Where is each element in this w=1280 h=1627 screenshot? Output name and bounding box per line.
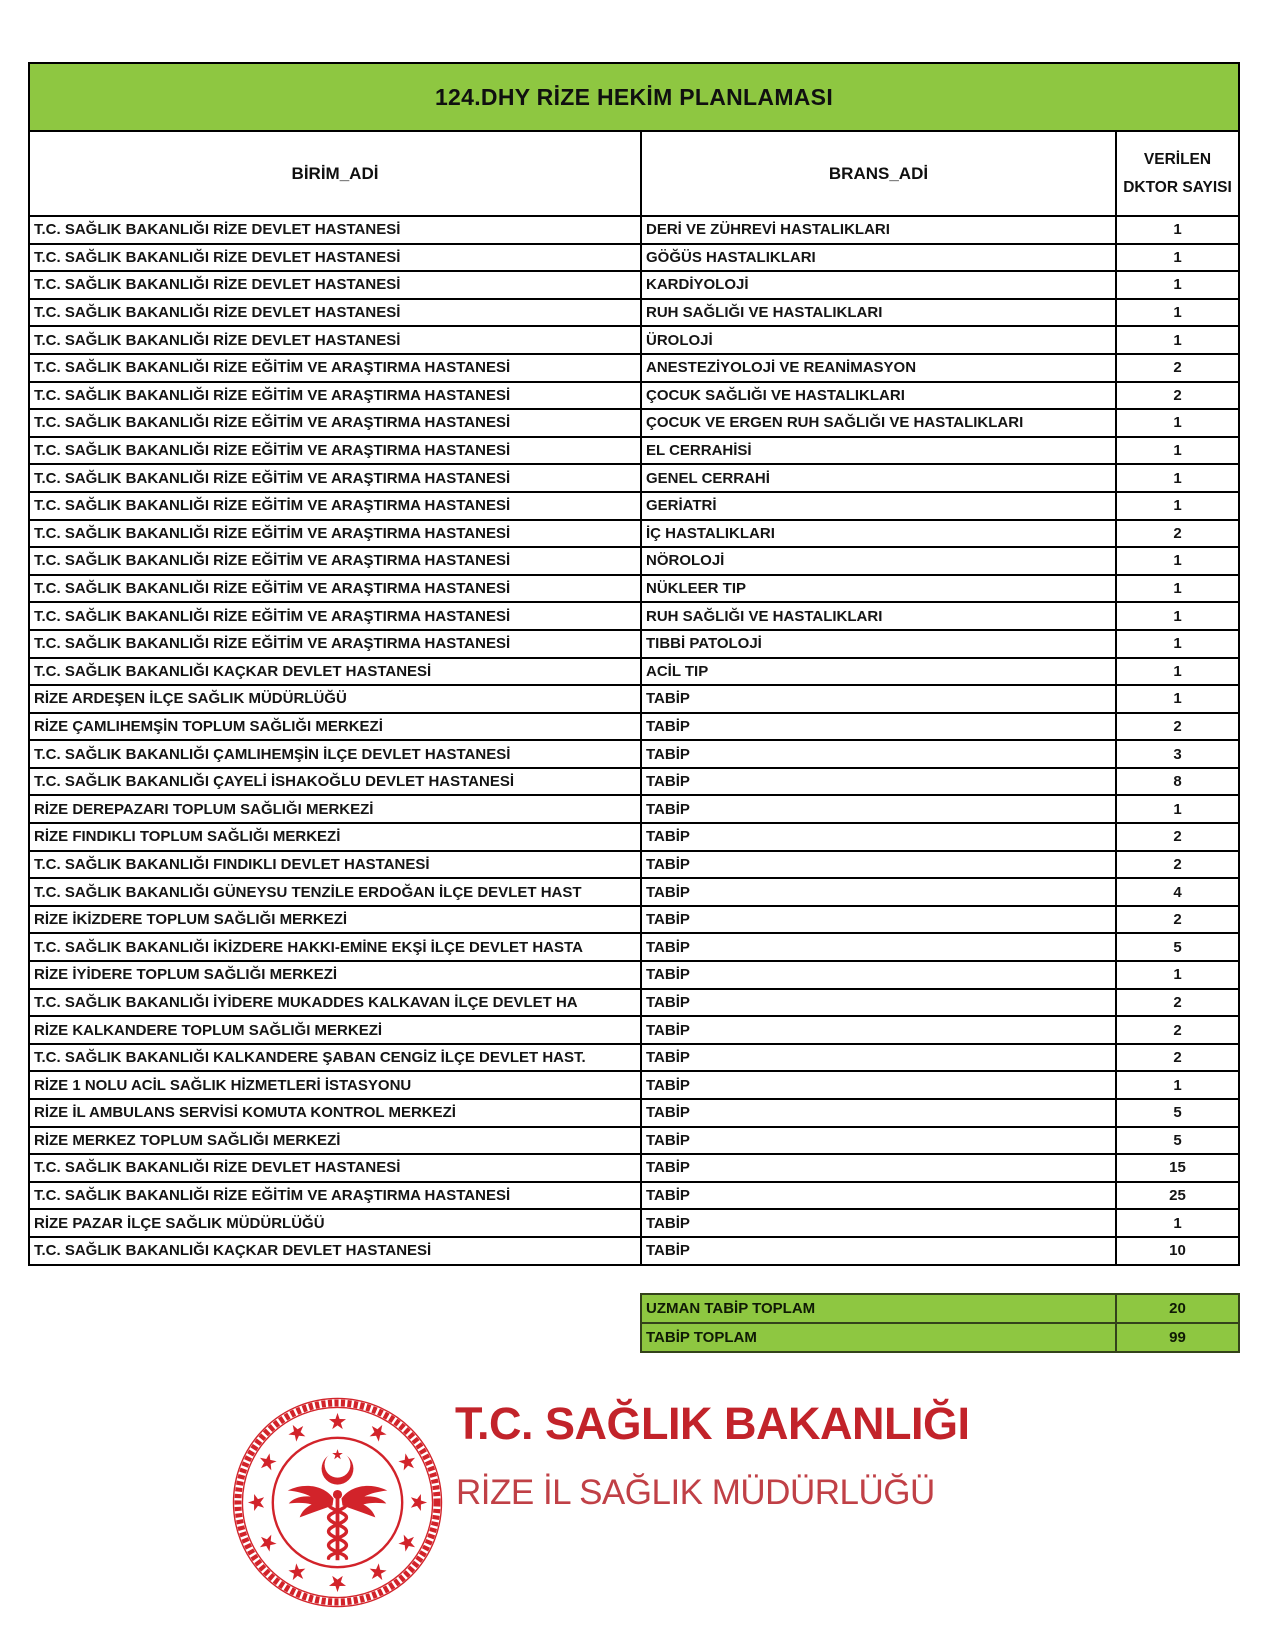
brans-cell: TABİP xyxy=(641,906,1116,934)
brans-cell: TABİP xyxy=(641,989,1116,1017)
table-row xyxy=(29,740,1239,768)
birim-cell: T.C. SAĞLIK BAKANLIĞI İKİZDERE HAKKI-EMİNE EKŞİ İLÇE DEVLET HASTA xyxy=(29,933,641,961)
brans-cell: TABİP xyxy=(641,740,1116,768)
doctor-count-cell: 1 xyxy=(1116,1209,1239,1237)
table-row xyxy=(29,823,1239,851)
doctor-count-cell: 2 xyxy=(1116,989,1239,1017)
doctor-count-cell: 1 xyxy=(1116,271,1239,299)
birim-cell: RİZE İL AMBULANS SERVİSİ KOMUTA KONTROL MERKEZİ xyxy=(29,1099,641,1127)
table-row xyxy=(29,326,1239,354)
brans-cell: NÖROLOJİ xyxy=(641,547,1116,575)
brans-cell: TABİP xyxy=(641,713,1116,741)
doctor-count-cell: 5 xyxy=(1116,1099,1239,1127)
doctor-count-cell: 1 xyxy=(1116,326,1239,354)
brans-cell: TABİP xyxy=(641,878,1116,906)
birim-cell: RİZE ÇAMLIHEMŞİN TOPLUM SAĞLIĞI MERKEZİ xyxy=(29,713,641,741)
birim-cell: T.C. SAĞLIK BAKANLIĞI FINDIKLI DEVLET HASTANESİ xyxy=(29,851,641,879)
table-row xyxy=(29,216,1239,244)
birim-cell: T.C. SAĞLIK BAKANLIĞI RİZE DEVLET HASTANESİ xyxy=(29,299,641,327)
column-header-verilen-dktor-sayisi: VERİLEN DKTOR SAYISI xyxy=(1116,131,1239,216)
doctor-count-cell: 1 xyxy=(1116,795,1239,823)
table-row xyxy=(29,354,1239,382)
table-row xyxy=(29,795,1239,823)
table-row xyxy=(29,1071,1239,1099)
doctor-count-cell: 2 xyxy=(1116,382,1239,410)
brans-cell: GERİATRİ xyxy=(641,492,1116,520)
doctor-count-cell: 1 xyxy=(1116,575,1239,603)
doctor-count-cell: 2 xyxy=(1116,354,1239,382)
doctor-count-cell: 1 xyxy=(1116,492,1239,520)
brans-cell: TABİP xyxy=(641,961,1116,989)
birim-cell: RİZE FINDIKLI TOPLUM SAĞLIĞI MERKEZİ xyxy=(29,823,641,851)
birim-cell: RİZE İYİDERE TOPLUM SAĞLIĞI MERKEZİ xyxy=(29,961,641,989)
brans-cell: İÇ HASTALIKLARI xyxy=(641,520,1116,548)
brans-cell: TABİP xyxy=(641,1237,1116,1265)
table-row xyxy=(29,1016,1239,1044)
doctor-count-cell: 1 xyxy=(1116,464,1239,492)
doctor-count-cell: 2 xyxy=(1116,1016,1239,1044)
table-row xyxy=(29,382,1239,410)
birim-cell: T.C. SAĞLIK BAKANLIĞI GÜNEYSU TENZİLE ERDOĞAN İLÇE DEVLET HAST xyxy=(29,878,641,906)
doctor-count-cell: 2 xyxy=(1116,520,1239,548)
birim-cell: T.C. SAĞLIK BAKANLIĞI RİZE EĞİTİM VE ARAŞTIRMA HASTANESİ xyxy=(29,602,641,630)
birim-cell: T.C. SAĞLIK BAKANLIĞI ÇAYELİ İSHAKOĞLU DEVLET HASTANESİ xyxy=(29,768,641,796)
birim-cell: T.C. SAĞLIK BAKANLIĞI KAÇKAR DEVLET HASTANESİ xyxy=(29,1237,641,1265)
doctor-count-cell: 5 xyxy=(1116,1127,1239,1155)
summary-value-cell: 20 xyxy=(1116,1294,1239,1323)
doctor-count-cell: 2 xyxy=(1116,851,1239,879)
doctor-count-cell: 1 xyxy=(1116,409,1239,437)
table-row xyxy=(29,878,1239,906)
footer-logo-block xyxy=(0,1345,1280,1627)
table-row xyxy=(29,1209,1239,1237)
brans-cell: TABİP xyxy=(641,823,1116,851)
table-row xyxy=(29,1182,1239,1210)
table-row xyxy=(29,299,1239,327)
birim-cell: T.C. SAĞLIK BAKANLIĞI RİZE DEVLET HASTANESİ xyxy=(29,326,641,354)
doctor-count-cell: 2 xyxy=(1116,823,1239,851)
table-row xyxy=(29,1099,1239,1127)
table-row xyxy=(29,851,1239,879)
birim-cell: T.C. SAĞLIK BAKANLIĞI RİZE DEVLET HASTANESİ xyxy=(29,271,641,299)
column-header-brans-adi: BRANS_ADİ xyxy=(641,131,1116,216)
doctor-count-cell: 1 xyxy=(1116,216,1239,244)
summary-value-cell: 99 xyxy=(1116,1323,1239,1352)
brans-cell: EL CERRAHİSİ xyxy=(641,437,1116,465)
brans-cell: TABİP xyxy=(641,685,1116,713)
doctor-count-cell: 8 xyxy=(1116,768,1239,796)
doctor-count-cell: 1 xyxy=(1116,658,1239,686)
birim-cell: T.C. SAĞLIK BAKANLIĞI RİZE DEVLET HASTANESİ xyxy=(29,244,641,272)
brans-cell: ACİL TIP xyxy=(641,658,1116,686)
brans-cell: TABİP xyxy=(641,1099,1116,1127)
ministry-name: T.C. SAĞLIK BAKANLIĞI xyxy=(455,1398,970,1449)
summary-table xyxy=(640,1293,1240,1353)
doctor-count-cell: 1 xyxy=(1116,437,1239,465)
birim-cell: T.C. SAĞLIK BAKANLIĞI RİZE EĞİTİM VE ARAŞTIRMA HASTANESİ xyxy=(29,630,641,658)
birim-cell: T.C. SAĞLIK BAKANLIĞI RİZE EĞİTİM VE ARAŞTIRMA HASTANESİ xyxy=(29,575,641,603)
doctor-count-cell: 1 xyxy=(1116,685,1239,713)
brans-cell: TABİP xyxy=(641,768,1116,796)
brans-cell: ANESTEZİYOLOJİ VE REANİMASYON xyxy=(641,354,1116,382)
doctor-count-cell: 4 xyxy=(1116,878,1239,906)
doctor-count-cell: 1 xyxy=(1116,961,1239,989)
doctor-count-cell: 1 xyxy=(1116,1071,1239,1099)
brans-cell: GÖĞÜS HASTALIKLARI xyxy=(641,244,1116,272)
table-row xyxy=(29,1154,1239,1182)
brans-cell: TABİP xyxy=(641,1044,1116,1072)
table-row xyxy=(29,409,1239,437)
brans-cell: TABİP xyxy=(641,851,1116,879)
table-row xyxy=(29,713,1239,741)
doctor-count-cell: 2 xyxy=(1116,713,1239,741)
table-row xyxy=(29,575,1239,603)
table-row xyxy=(29,685,1239,713)
table-row xyxy=(29,630,1239,658)
doctor-count-cell: 1 xyxy=(1116,244,1239,272)
table-row xyxy=(29,520,1239,548)
table-row xyxy=(29,547,1239,575)
birim-cell: T.C. SAĞLIK BAKANLIĞI RİZE EĞİTİM VE ARAŞTIRMA HASTANESİ xyxy=(29,547,641,575)
birim-cell: RİZE İKİZDERE TOPLUM SAĞLIĞI MERKEZİ xyxy=(29,906,641,934)
brans-cell: TABİP xyxy=(641,1182,1116,1210)
birim-cell: T.C. SAĞLIK BAKANLIĞI RİZE DEVLET HASTANESİ xyxy=(29,216,641,244)
birim-cell: T.C. SAĞLIK BAKANLIĞI RİZE EĞİTİM VE ARAŞTIRMA HASTANESİ xyxy=(29,382,641,410)
brans-cell: GENEL CERRAHİ xyxy=(641,464,1116,492)
birim-cell: RİZE ARDEŞEN İLÇE SAĞLIK MÜDÜRLÜĞÜ xyxy=(29,685,641,713)
birim-cell: T.C. SAĞLIK BAKANLIĞI İYİDERE MUKADDES KALKAVAN İLÇE DEVLET HA xyxy=(29,989,641,1017)
table-row xyxy=(29,602,1239,630)
doctor-count-cell: 2 xyxy=(1116,1044,1239,1072)
brans-cell: RUH SAĞLIĞI VE HASTALIKLARI xyxy=(641,602,1116,630)
table-row xyxy=(29,768,1239,796)
birim-cell: T.C. SAĞLIK BAKANLIĞI RİZE EĞİTİM VE ARAŞTIRMA HASTANESİ xyxy=(29,520,641,548)
brans-cell: TABİP xyxy=(641,1154,1116,1182)
table-row xyxy=(29,437,1239,465)
ministry-emblem-icon xyxy=(230,1395,445,1610)
birim-cell: T.C. SAĞLIK BAKANLIĞI RİZE EĞİTİM VE ARAŞTIRMA HASTANESİ xyxy=(29,464,641,492)
birim-cell: T.C. SAĞLIK BAKANLIĞI KAÇKAR DEVLET HASTANESİ xyxy=(29,658,641,686)
summary-body xyxy=(641,1294,1239,1352)
brans-cell: TABİP xyxy=(641,795,1116,823)
table-row xyxy=(29,906,1239,934)
table-body xyxy=(29,216,1239,1265)
brans-cell: TABİP xyxy=(641,1071,1116,1099)
birim-cell: T.C. SAĞLIK BAKANLIĞI RİZE EĞİTİM VE ARAŞTIRMA HASTANESİ xyxy=(29,409,641,437)
table-row xyxy=(29,1127,1239,1155)
table-row xyxy=(29,464,1239,492)
birim-cell: RİZE MERKEZ TOPLUM SAĞLIĞI MERKEZİ xyxy=(29,1127,641,1155)
doctor-count-cell: 25 xyxy=(1116,1182,1239,1210)
doctor-count-cell: 1 xyxy=(1116,630,1239,658)
table-row xyxy=(29,933,1239,961)
brans-cell: ÇOCUK SAĞLIĞI VE HASTALIKLARI xyxy=(641,382,1116,410)
birim-cell: T.C. SAĞLIK BAKANLIĞI ÇAMLIHEMŞİN İLÇE DEVLET HASTANESİ xyxy=(29,740,641,768)
summary-label-cell: TABİP TOPLAM xyxy=(641,1323,1116,1352)
planning-table xyxy=(28,62,1240,1266)
table-row xyxy=(29,1237,1239,1265)
brans-cell: TIBBİ PATOLOJİ xyxy=(641,630,1116,658)
doctor-count-cell: 1 xyxy=(1116,299,1239,327)
doctor-count-cell: 15 xyxy=(1116,1154,1239,1182)
birim-cell: T.C. SAĞLIK BAKANLIĞI RİZE EĞİTİM VE ARAŞTIRMA HASTANESİ xyxy=(29,1182,641,1210)
table-row xyxy=(29,271,1239,299)
column-header-birim-adi: BİRİM_ADİ xyxy=(29,131,641,216)
brans-cell: TABİP xyxy=(641,933,1116,961)
table-row xyxy=(29,989,1239,1017)
doctor-count-cell: 10 xyxy=(1116,1237,1239,1265)
title-row xyxy=(29,63,1239,131)
doctor-count-cell: 1 xyxy=(1116,547,1239,575)
brans-cell: TABİP xyxy=(641,1127,1116,1155)
brans-cell: ÇOCUK VE ERGEN RUH SAĞLIĞI VE HASTALIKLARI xyxy=(641,409,1116,437)
birim-cell: T.C. SAĞLIK BAKANLIĞI RİZE EĞİTİM VE ARAŞTIRMA HASTANESİ xyxy=(29,437,641,465)
doctor-count-cell: 5 xyxy=(1116,933,1239,961)
birim-cell: T.C. SAĞLIK BAKANLIĞI RİZE DEVLET HASTANESİ xyxy=(29,1154,641,1182)
table-row xyxy=(29,1044,1239,1072)
table-row xyxy=(29,658,1239,686)
brans-cell: RUH SAĞLIĞI VE HASTALIKLARI xyxy=(641,299,1116,327)
birim-cell: RİZE KALKANDERE TOPLUM SAĞLIĞI MERKEZİ xyxy=(29,1016,641,1044)
summary-row xyxy=(641,1294,1239,1323)
birim-cell: T.C. SAĞLIK BAKANLIĞI KALKANDERE ŞABAN CENGİZ İLÇE DEVLET HAST. xyxy=(29,1044,641,1072)
birim-cell: RİZE DEREPAZARI TOPLUM SAĞLIĞI MERKEZİ xyxy=(29,795,641,823)
brans-cell: KARDİYOLOJİ xyxy=(641,271,1116,299)
summary-label-cell: UZMAN TABİP TOPLAM xyxy=(641,1294,1116,1323)
table-row xyxy=(29,961,1239,989)
doctor-count-cell: 2 xyxy=(1116,906,1239,934)
birim-cell: RİZE 1 NOLU ACİL SAĞLIK HİZMETLERİ İSTASYONU xyxy=(29,1071,641,1099)
birim-cell: T.C. SAĞLIK BAKANLIĞI RİZE EĞİTİM VE ARAŞTIRMA HASTANESİ xyxy=(29,492,641,520)
directorate-name: RİZE İL SAĞLIK MÜDÜRLÜĞÜ xyxy=(456,1473,935,1512)
doctor-count-cell: 1 xyxy=(1116,602,1239,630)
header-row xyxy=(29,131,1239,216)
birim-cell: RİZE PAZAR İLÇE SAĞLIK MÜDÜRLÜĞÜ xyxy=(29,1209,641,1237)
brans-cell: NÜKLEER TIP xyxy=(641,575,1116,603)
table-row xyxy=(29,492,1239,520)
brans-cell: TABİP xyxy=(641,1209,1116,1237)
page-title: 124.DHY RİZE HEKİM PLANLAMASI xyxy=(29,63,1239,131)
brans-cell: TABİP xyxy=(641,1016,1116,1044)
brans-cell: DERİ VE ZÜHREVİ HASTALIKLARI xyxy=(641,216,1116,244)
table-row xyxy=(29,244,1239,272)
birim-cell: T.C. SAĞLIK BAKANLIĞI RİZE EĞİTİM VE ARAŞTIRMA HASTANESİ xyxy=(29,354,641,382)
brans-cell: ÜROLOJİ xyxy=(641,326,1116,354)
doctor-count-cell: 3 xyxy=(1116,740,1239,768)
